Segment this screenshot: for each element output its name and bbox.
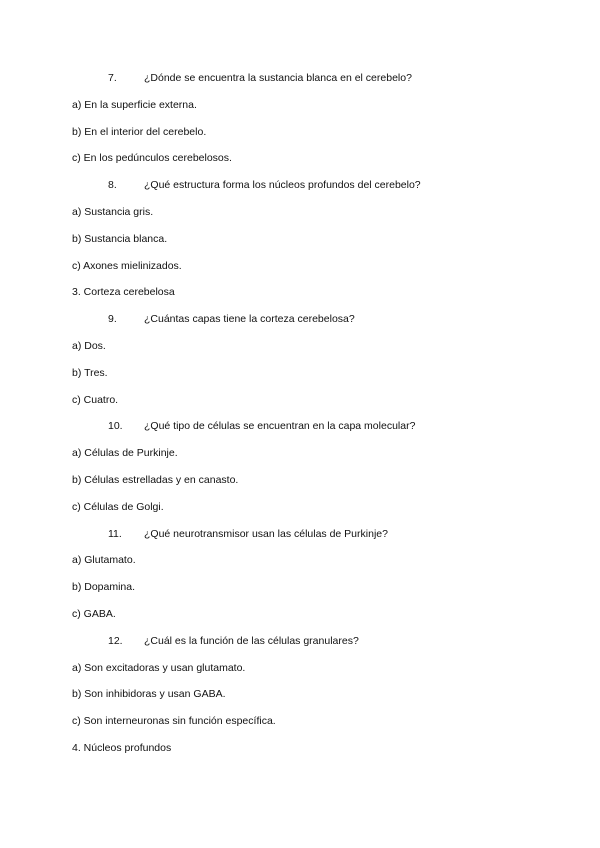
answer-option: a) Sustancia gris. xyxy=(72,205,154,218)
answer-option: b) Sustancia blanca. xyxy=(72,232,168,245)
answer-option: c) Son interneuronas sin función específica. xyxy=(72,715,276,728)
answer-option: a) En la superficie externa. xyxy=(72,98,197,111)
question-text: ¿Dónde se encuentra la sustancia blanca en el cerebelo? xyxy=(144,72,412,84)
question-text: ¿Cuál es la función de las células granulares? xyxy=(144,634,359,647)
question-item xyxy=(0,635,600,662)
question-item xyxy=(0,420,600,447)
document-page xyxy=(0,72,600,769)
answer-option: b) En el interior del cerebelo. xyxy=(72,125,207,138)
answer-option: b) Células estrelladas y en canasto. xyxy=(72,473,239,486)
question-item xyxy=(0,528,600,555)
question-number: 7. xyxy=(108,72,117,84)
answer-option: a) Células de Purkinje. xyxy=(72,447,178,460)
question-text: ¿Cuántas capas tiene la corteza cerebelosa? xyxy=(144,313,355,326)
question-item xyxy=(0,313,600,340)
question-number: 8. xyxy=(108,179,117,192)
answer-option: b) Dopamina. xyxy=(72,581,136,594)
question-text: ¿Qué neurotransmisor usan las células de Purkinje? xyxy=(144,527,388,540)
answer-option: c) Cuatro. xyxy=(72,393,119,406)
answer-option: c) En los pedúnculos cerebelosos. xyxy=(72,152,232,165)
answer-option: b) Son inhibidoras y usan GABA. xyxy=(72,688,226,701)
question-number: 12. xyxy=(108,634,123,647)
answer-option: c) GABA. xyxy=(72,607,116,620)
question-item xyxy=(0,72,600,99)
answer-option: a) Glutamato. xyxy=(72,554,136,567)
answer-option: b) Tres. xyxy=(72,366,108,379)
question-number: 9. xyxy=(108,313,117,326)
answer-option: c) Axones mielinizados. xyxy=(72,259,182,272)
answer-option: a) Son excitadoras y usan glutamato. xyxy=(72,661,246,674)
question-item xyxy=(0,179,600,206)
question-text: ¿Qué estructura forma los núcleos profundos del cerebelo? xyxy=(144,179,421,192)
answer-option: a) Dos. xyxy=(72,339,106,352)
section-heading: 3. Corteza cerebelosa xyxy=(72,286,175,299)
section-heading: 4. Núcleos profundos xyxy=(72,741,172,754)
answer-option: c) Células de Golgi. xyxy=(72,500,164,513)
question-number: 10. xyxy=(108,420,123,433)
question-number: 11. xyxy=(108,527,122,540)
question-text: ¿Qué tipo de células se encuentran en la capa molecular? xyxy=(144,420,416,433)
